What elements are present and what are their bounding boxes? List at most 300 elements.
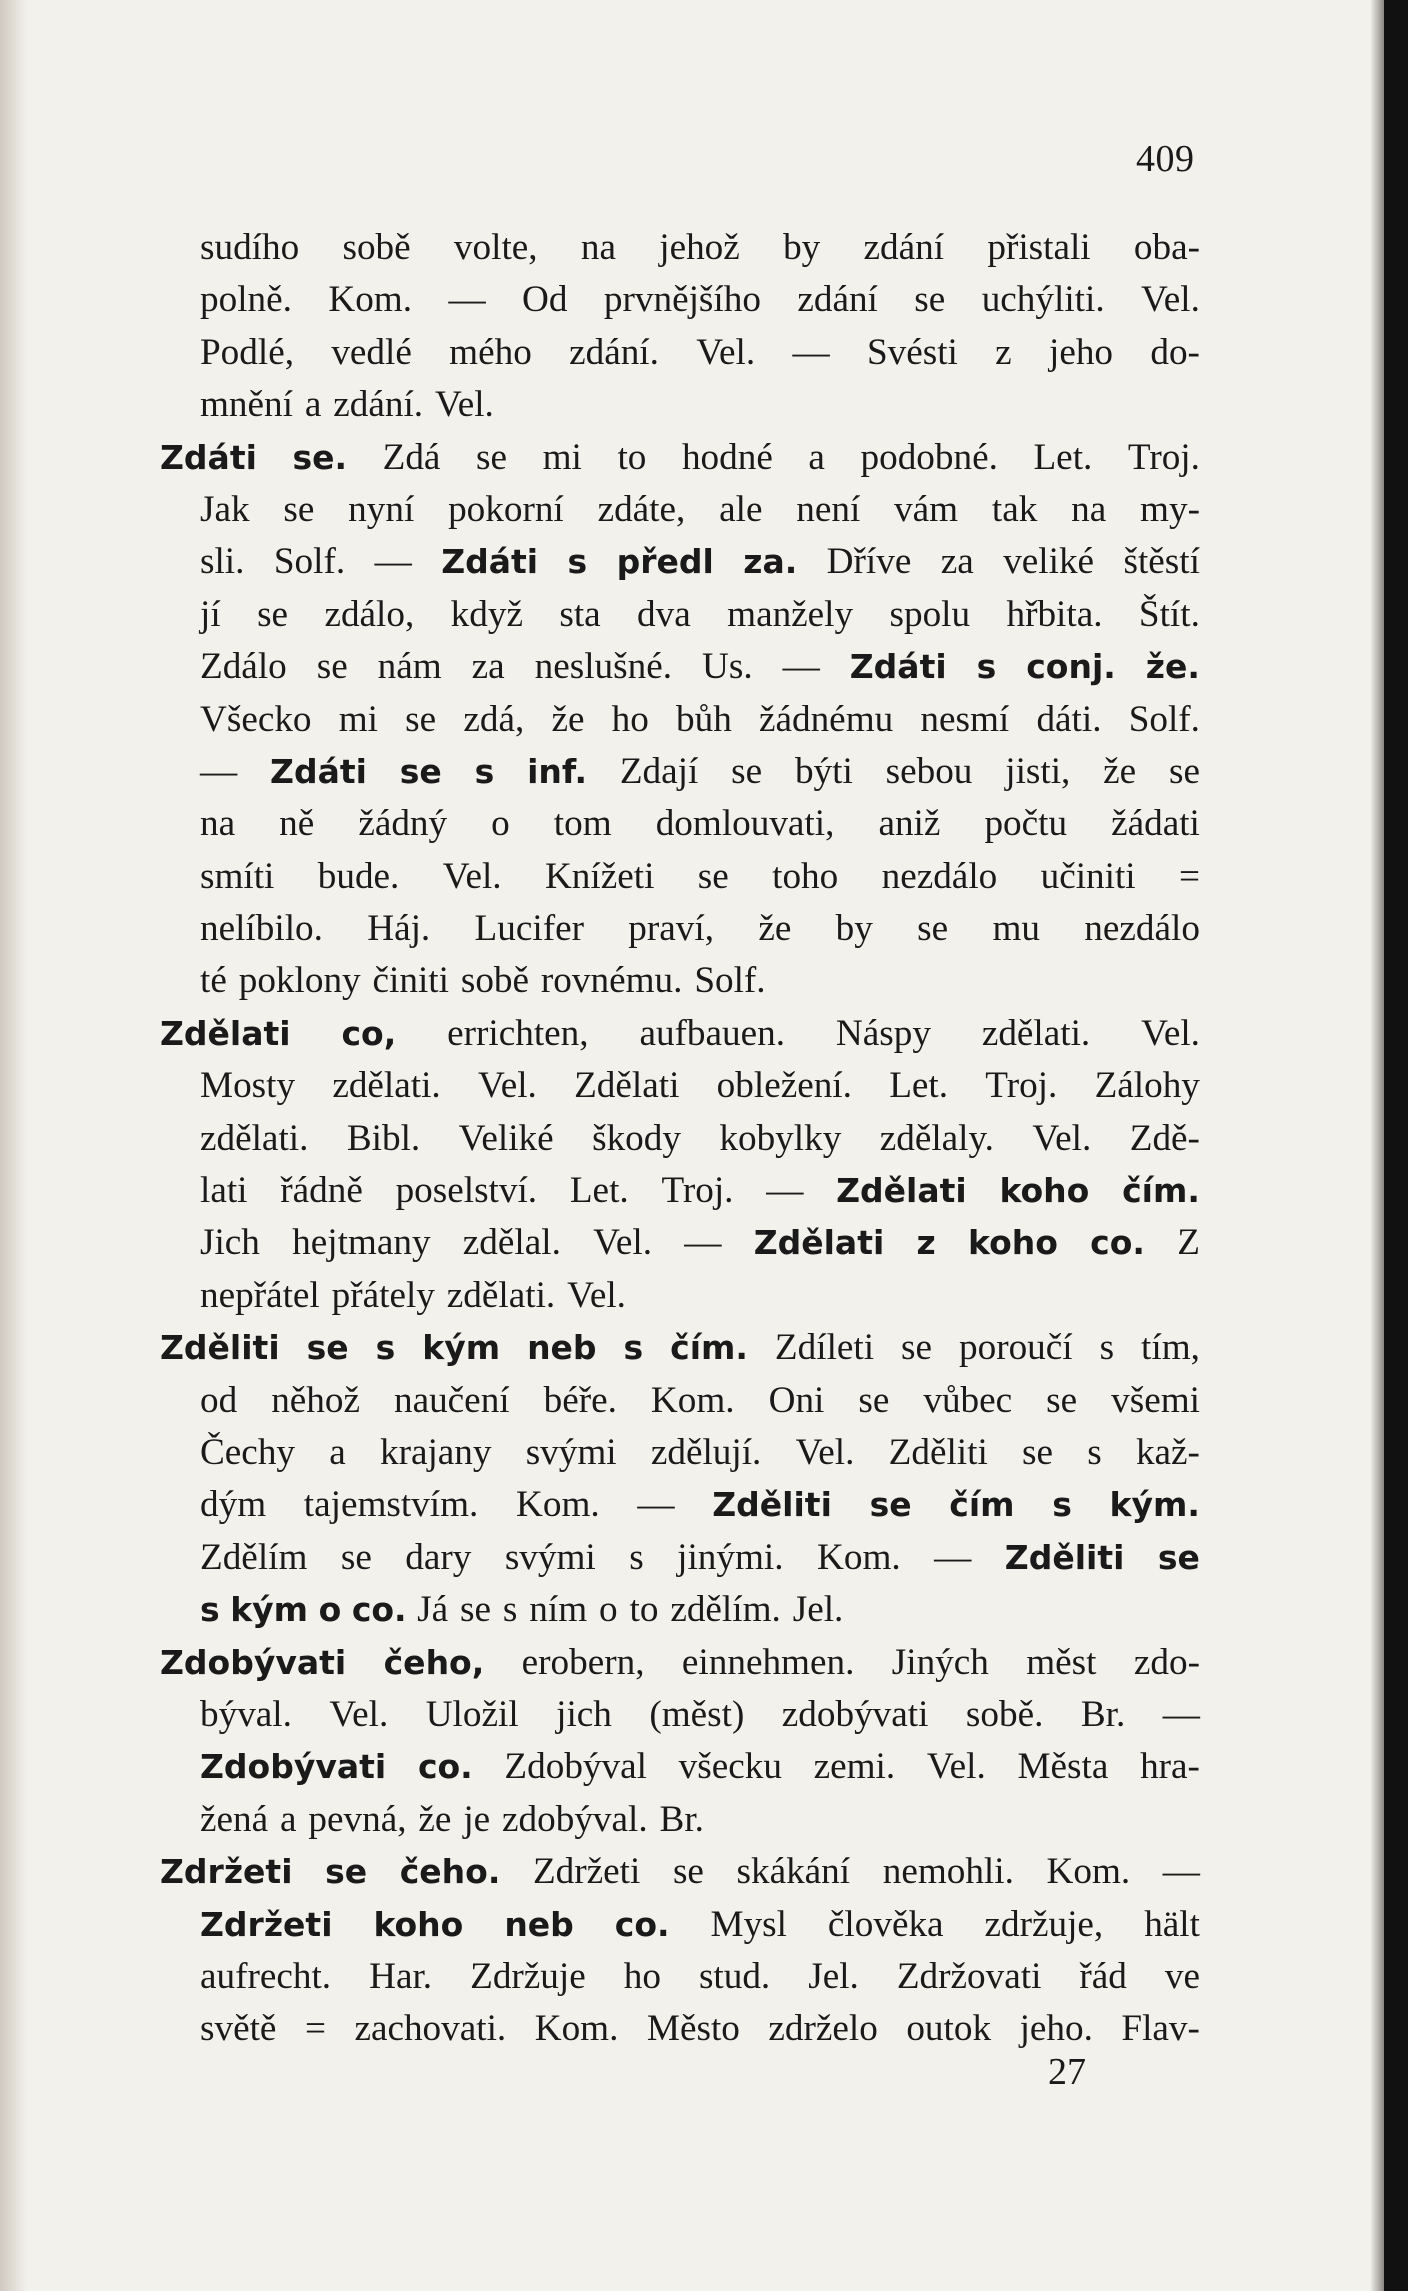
word: jinými. (677, 1536, 784, 1578)
text-line (160, 432, 1200, 484)
word: Náspy (835, 1012, 931, 1054)
word: světě (200, 2008, 277, 2050)
word: Solf. (273, 541, 346, 583)
headword: Zdobývati (160, 1642, 347, 1682)
scan-edge-left (0, 0, 28, 2291)
headword: kým (422, 1328, 501, 1368)
word: zdání (863, 227, 945, 268)
text-line (200, 274, 1200, 326)
word: mého (449, 331, 532, 373)
word: na (1071, 488, 1107, 530)
word: že (418, 1798, 452, 1840)
word: učiniti (1040, 855, 1136, 897)
word: tak (991, 488, 1038, 530)
text-line (200, 1217, 1200, 1269)
word: Všecko (200, 698, 312, 740)
word: Od (522, 279, 568, 321)
word: = (1179, 855, 1200, 897)
word: se (283, 488, 315, 530)
word: — (374, 541, 412, 583)
headword: se (306, 1328, 349, 1368)
word: ním (529, 1589, 588, 1631)
word: zdělaly. (879, 1117, 994, 1159)
word: Zdálo (200, 646, 287, 688)
text-line (200, 2003, 1200, 2055)
word: Br. (1080, 1693, 1126, 1735)
headword: kým (230, 1590, 309, 1630)
word: se (1169, 750, 1200, 792)
text-line (200, 1427, 1200, 1479)
word: Vel. (593, 1222, 652, 1264)
word: svými (525, 1431, 617, 1473)
headword: Zdělati (753, 1223, 885, 1263)
word: tajemstvím. (303, 1484, 479, 1526)
word: býti (794, 750, 853, 792)
word: Knížeti (544, 855, 655, 897)
signature-mark: 27 (1048, 2051, 1086, 2093)
text-line (200, 379, 1200, 431)
word: nepřátel (200, 1274, 320, 1316)
word: zdržuje, (984, 1903, 1104, 1945)
word: Město (646, 2008, 740, 2050)
word: všemi (1111, 1379, 1200, 1421)
text-line (200, 1899, 1200, 1951)
word: s (629, 1536, 644, 1578)
text-line (160, 1846, 1200, 1898)
text-line (200, 1951, 1200, 2003)
text-line (160, 1637, 1200, 1689)
word: Vel. (477, 1065, 537, 1107)
word: Jel. (808, 1955, 859, 1997)
word: zdělal. (462, 1222, 561, 1264)
word: jisti, (1005, 750, 1071, 792)
word: zdání (797, 279, 878, 321)
headword: Zdělati (836, 1171, 967, 1211)
word: Kom. (1046, 1851, 1131, 1893)
text-line (160, 1322, 1200, 1374)
word: žádnému (758, 698, 894, 740)
text-line (200, 1689, 1200, 1741)
word: poklony (238, 960, 361, 1002)
word: se (476, 436, 508, 478)
word: Zdě- (1129, 1117, 1200, 1159)
word: kaž- (1135, 1431, 1200, 1473)
word: obležení. (716, 1065, 852, 1107)
word: vůbec (923, 1379, 1013, 1421)
word: štěstí (1123, 541, 1200, 583)
word: o (599, 1589, 618, 1631)
word: Oni (768, 1379, 825, 1421)
word: člověka (827, 1903, 944, 1945)
word: vedlé (331, 331, 412, 373)
word: zdání. (333, 384, 424, 426)
word: to (617, 436, 647, 478)
word: měst (1026, 1641, 1097, 1683)
word: bude. (317, 855, 400, 897)
word: na (580, 227, 616, 268)
word: Zdíleti (774, 1327, 875, 1369)
word: mnění (200, 384, 293, 426)
headword: se (1157, 1537, 1200, 1577)
word: nesmí (920, 698, 1010, 740)
word: přátely (331, 1274, 435, 1316)
word: Kom. (534, 2008, 619, 2050)
word: sobě (342, 227, 411, 268)
headword: co. (417, 1747, 473, 1787)
word: Flav- (1121, 2008, 1200, 2050)
word: Kom. (817, 1536, 901, 1578)
text-line (200, 536, 1200, 588)
word: Zdělím (200, 1536, 308, 1578)
word: — (200, 750, 238, 792)
headword: čím. (1122, 1171, 1200, 1211)
text-line (200, 1479, 1200, 1531)
word: manžely (727, 593, 854, 635)
word: dáti. (1036, 698, 1102, 740)
headword: Zdáti (849, 647, 947, 687)
word: by (783, 227, 821, 268)
word: Lucifer (474, 908, 584, 950)
word: Podlé, (200, 331, 295, 373)
word: žádný (358, 803, 448, 845)
headword: koho (373, 1904, 464, 1944)
word: zdělují. (650, 1431, 762, 1473)
word: vám (894, 488, 959, 530)
word: krajany (379, 1431, 492, 1473)
word: zdrželo (768, 2008, 878, 2050)
headword: Zdržeti (160, 1852, 293, 1892)
word: — (1162, 1851, 1200, 1893)
word: Svésti (866, 331, 958, 373)
word: prvnějšího (603, 279, 761, 321)
word: Vel. (1141, 279, 1200, 321)
word: stud. (698, 1955, 771, 1997)
word: Dříve (826, 541, 912, 583)
word: Zdržovati (896, 1955, 1042, 1997)
word: se (901, 1327, 933, 1369)
word: (měst) (649, 1693, 745, 1735)
word: přistali (987, 227, 1091, 268)
word: na (200, 803, 236, 845)
word: že (551, 698, 585, 740)
headword: Zděliti (712, 1485, 832, 1525)
word: s (1099, 1327, 1115, 1369)
text-line (200, 589, 1200, 641)
word: to (629, 1589, 659, 1631)
word: ve (1164, 1955, 1200, 1997)
word: Města (1017, 1746, 1109, 1788)
headword: Zdržeti (200, 1904, 333, 1944)
word: jí (200, 593, 221, 635)
headword: s (200, 1590, 220, 1630)
word: sebou (885, 750, 973, 792)
word: uchýliti. (981, 279, 1105, 321)
headword: neb (527, 1328, 597, 1368)
word: ně (279, 803, 315, 845)
word: — (782, 646, 820, 688)
scan-edge-shadow (1370, 0, 1384, 2291)
scan-edge-right (1384, 0, 1408, 2291)
headword: čím (949, 1485, 1015, 1525)
word: Jich (200, 1222, 260, 1264)
word: jehož (659, 227, 740, 268)
word: té (200, 960, 227, 1002)
word: Kom. (328, 279, 413, 321)
headword: conj. (1026, 647, 1116, 687)
headword: neb (504, 1904, 574, 1944)
word: aniž (878, 803, 941, 845)
word: se (460, 1589, 491, 1631)
headword: Zdáti (270, 751, 367, 791)
text-line (200, 955, 1200, 1007)
word: jeho. (1019, 2008, 1093, 2050)
word: — (792, 331, 830, 373)
word: zdělati. (332, 1065, 441, 1107)
text-line (200, 1584, 1200, 1636)
headword: za. (743, 542, 798, 582)
text-line (200, 1794, 1200, 1846)
word: Us. (702, 646, 753, 688)
word: smíti (200, 855, 275, 897)
word: Let. (1033, 436, 1093, 478)
word: se (316, 646, 348, 688)
word: řádně (280, 1170, 363, 1212)
word: zdo- (1133, 1641, 1200, 1683)
word: poroučí (959, 1327, 1073, 1369)
word: Vel. (926, 1746, 986, 1788)
headword: čeho. (399, 1852, 501, 1892)
word: Háj. (367, 908, 431, 950)
word: ale (719, 488, 763, 530)
word: Bibl. (346, 1117, 421, 1159)
headword: se (399, 751, 442, 791)
word: nám (377, 646, 442, 688)
headword: Zdělati (160, 1013, 291, 1053)
word: zdělím. (670, 1589, 781, 1631)
word: Solf. (1128, 698, 1200, 740)
word: pevná, (308, 1798, 407, 1840)
headword: co, (341, 1013, 397, 1053)
headword: kým. (1109, 1485, 1200, 1525)
word: Čechy (200, 1431, 296, 1473)
word: my- (1140, 488, 1200, 530)
word: zachovati. (354, 2008, 507, 2050)
word: toho (772, 855, 839, 897)
word: — (934, 1536, 972, 1578)
word: počtu (984, 803, 1068, 845)
word: béře. (543, 1379, 617, 1421)
word: zdáte, (597, 488, 686, 530)
word: hra- (1140, 1746, 1200, 1788)
word: Solf. (694, 960, 766, 1002)
word: Zdržeti (532, 1851, 641, 1893)
word: Zdržuje (470, 1955, 586, 1997)
headword: o (318, 1590, 342, 1630)
word: bůh (676, 698, 732, 740)
word: veliké (1003, 541, 1095, 583)
word: pokorní (448, 488, 564, 530)
headword: s (976, 647, 997, 687)
headword: Zdáti (160, 437, 257, 477)
headword: s (1052, 1485, 1072, 1525)
word: Troj. (1127, 436, 1200, 478)
word: errichten, (447, 1012, 589, 1054)
headword: čím. (670, 1328, 748, 1368)
word: se (1046, 1379, 1078, 1421)
word: sli. (200, 541, 245, 583)
headword: se (869, 1485, 912, 1525)
word: Troj. (985, 1065, 1058, 1107)
text-line (200, 641, 1200, 693)
text-line (200, 222, 1200, 274)
word: sudího (200, 227, 300, 268)
word: tom (553, 803, 612, 845)
text-line (160, 1008, 1200, 1060)
word: Zdá (382, 436, 441, 478)
word: Uložil (425, 1693, 519, 1735)
word: oba- (1133, 227, 1200, 268)
word: kobylky (719, 1117, 842, 1159)
headword: co. (1090, 1223, 1145, 1263)
word: Br. (659, 1798, 704, 1840)
headword: Zděliti (1004, 1537, 1125, 1577)
word: volte, (453, 227, 538, 268)
word: Let. (569, 1170, 629, 1212)
word: a (329, 1431, 346, 1473)
text-line (200, 798, 1200, 850)
word: poselství. (395, 1170, 538, 1212)
word: Zděliti (888, 1431, 988, 1473)
headword: Zdáti (441, 542, 539, 582)
headword: koho (968, 1223, 1058, 1263)
word: sobě (460, 960, 530, 1002)
headword: se. (292, 437, 348, 477)
word: když (450, 593, 523, 635)
word: se (917, 908, 949, 950)
word: se (731, 750, 763, 792)
word: žená (200, 1798, 269, 1840)
word: svými (504, 1536, 596, 1578)
word: Troj. (661, 1170, 734, 1212)
text-line (200, 327, 1200, 379)
word: zemi. (813, 1746, 896, 1788)
text-line (200, 1375, 1200, 1427)
word: zdálo, (324, 593, 415, 635)
word: činiti (372, 960, 449, 1002)
text-line (200, 1060, 1200, 1112)
page-number: 409 (1136, 138, 1195, 180)
word: aufrecht. (200, 1955, 332, 1997)
word: jeho (1049, 331, 1114, 373)
word: a (808, 436, 825, 478)
word: Já (417, 1589, 449, 1631)
word: se (405, 698, 437, 740)
word: nemohli. (882, 1851, 1014, 1893)
word: dva (637, 593, 691, 635)
word: zdělati. (981, 1012, 1091, 1054)
text-line (200, 484, 1200, 536)
text-line (200, 903, 1200, 955)
headword: inf. (527, 751, 587, 791)
word: za (940, 541, 974, 583)
word: Vel. (795, 1431, 855, 1473)
word: zdání. (569, 331, 659, 373)
word: skákání (736, 1851, 851, 1893)
word: Štít. (1138, 593, 1200, 635)
word: Zdobýval (504, 1746, 647, 1788)
word: — (637, 1484, 675, 1526)
word: Vel. (1032, 1117, 1092, 1159)
word: něhož (271, 1379, 360, 1421)
word: zdá, (463, 698, 525, 740)
word: sobě. (965, 1693, 1044, 1735)
word: — (684, 1222, 722, 1264)
headword: s (474, 751, 495, 791)
word: Zdají (619, 750, 699, 792)
word: se (914, 279, 946, 321)
word: Let. (889, 1065, 949, 1107)
word: se (697, 855, 729, 897)
word: Vel. (567, 1274, 626, 1316)
word: spolu (889, 593, 971, 635)
headword: co. (351, 1590, 407, 1630)
word: se (672, 1851, 704, 1893)
text-line (200, 694, 1200, 746)
headword: s (567, 542, 588, 582)
word: hodné (681, 436, 773, 478)
word: Vel. (442, 855, 502, 897)
word: Vel. (1141, 1012, 1200, 1054)
word: škody (592, 1117, 681, 1159)
word: do- (1150, 331, 1200, 373)
word: jich (556, 1693, 612, 1735)
headword: koho (999, 1171, 1090, 1211)
word: je (463, 1798, 491, 1840)
word: hejtmany (292, 1222, 431, 1264)
word: Vel. (329, 1693, 389, 1735)
word: Mysl (710, 1903, 787, 1945)
word: zdělati. (200, 1117, 309, 1159)
word: řád (1079, 1955, 1127, 1997)
word: hřbita. (1006, 593, 1103, 635)
word: podobné. (860, 436, 998, 478)
word: naučení (393, 1379, 510, 1421)
text-line (200, 1113, 1200, 1165)
word: nezdálo (881, 855, 998, 897)
word: býval. (200, 1693, 292, 1735)
word: Veliké (458, 1117, 554, 1159)
word: Jiných (891, 1641, 989, 1683)
word: sta (559, 593, 601, 635)
word: Vel. (434, 384, 494, 426)
text-line (200, 1532, 1200, 1584)
word: a (280, 1798, 297, 1840)
headword: čeho, (383, 1642, 485, 1682)
word: že (1103, 750, 1137, 792)
word: ho (623, 1955, 661, 1997)
word: Mosty (200, 1065, 296, 1107)
word: s (502, 1589, 518, 1631)
word: neslušné. (534, 646, 673, 688)
word: Jak (200, 488, 250, 530)
headword: co. (614, 1904, 670, 1944)
text-line (200, 851, 1200, 903)
word: zdobývati (781, 1693, 929, 1735)
word: einnehmen. (681, 1641, 855, 1683)
word: nyní (348, 488, 415, 530)
word: Z (1177, 1222, 1200, 1264)
word: za (471, 646, 505, 688)
